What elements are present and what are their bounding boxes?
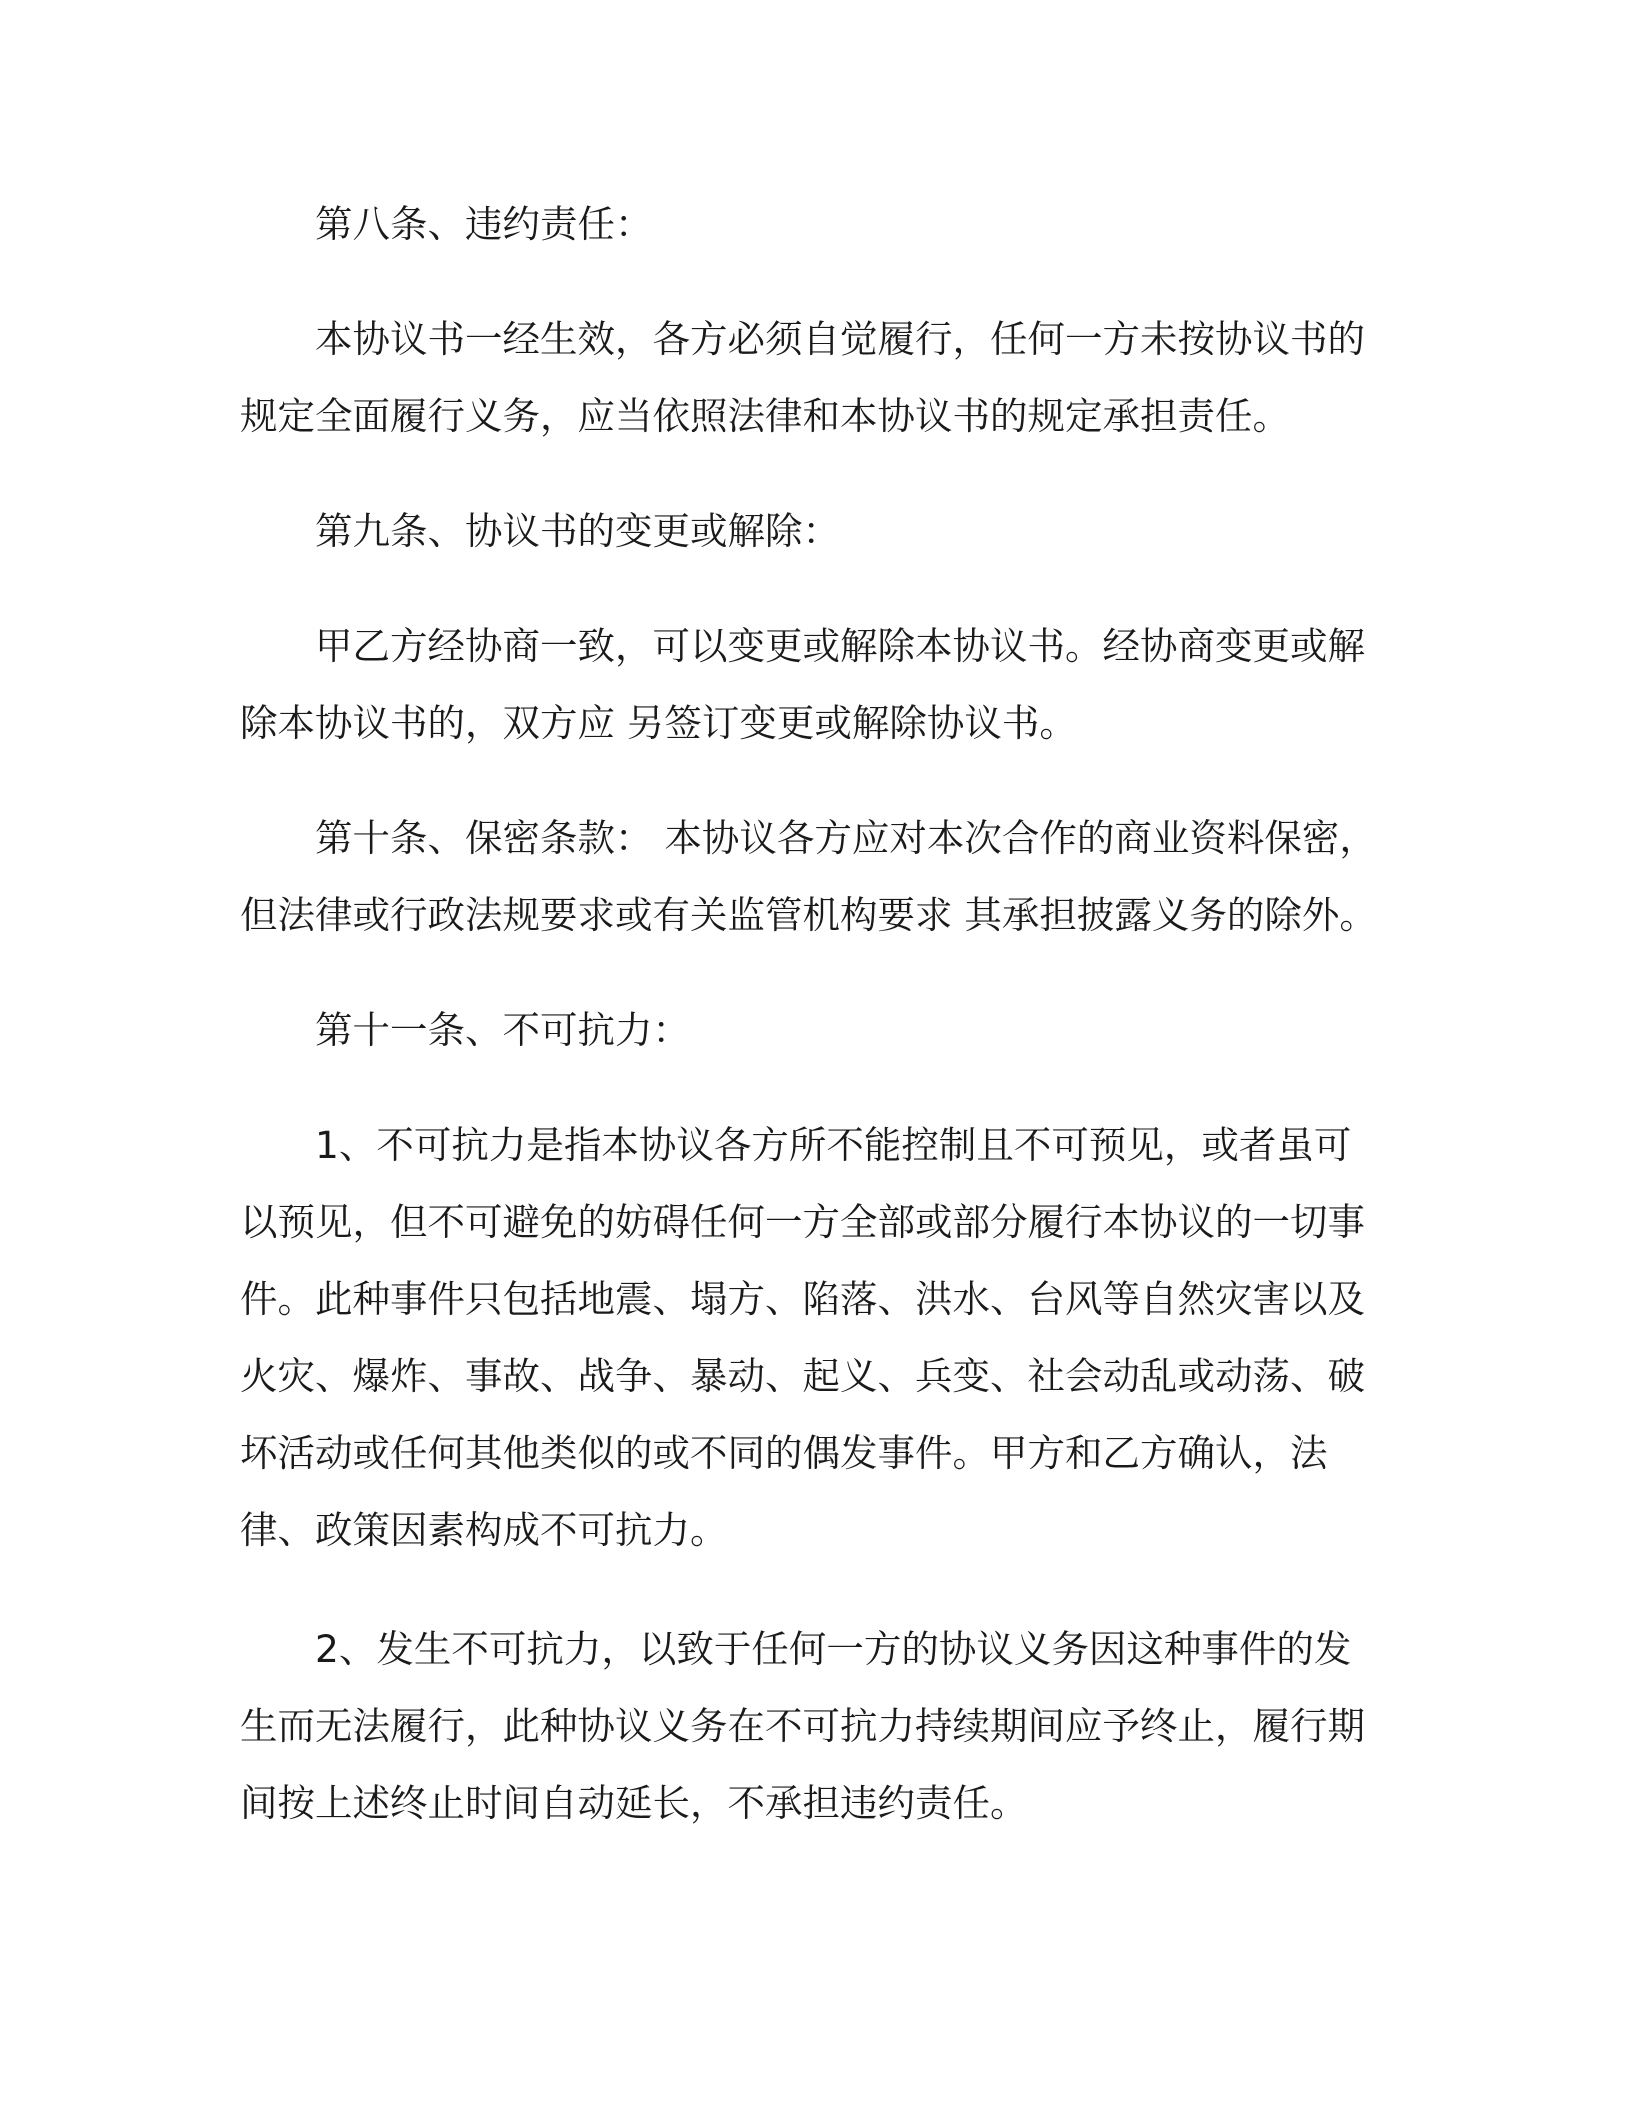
- article-8-heading: 第八条、违约责任：: [315, 202, 653, 246]
- article-9-body: 甲乙方经协商一致，可以变更或解除本协议书。经协商变更或解除本协议书的，双方应 另签订变更或解除协议书。: [240, 624, 1365, 745]
- article-9-heading: 第九条、协议书的变更或解除：: [315, 509, 840, 553]
- article-11-clause-1: 1、不可抗力是指本协议各方所不能控制且不可预见，或者虽可以预见，但不可避免的妨碍任何一方全部或部分履行本协议的一切事件。此种事件只包括地震、塌方、陷落、洪水、台风等自然灾害以及火灾、爆炸、事故、战争、暴动、起义、兵变、社会动乱或动荡、破坏活动或任何其他类似的或不同的偶发事件。甲方和乙方确认，法律、政策因素构成不可抗力。: [240, 1123, 1365, 1552]
- article-8-body: 本协议书一经生效，各方必须自觉履行，任何一方未按协议书的规定全面履行义务，应当依照法律和本协议书的规定承担责任。: [240, 317, 1365, 438]
- article-10-confidentiality: 第十条、保密条款： 本协议各方应对本次合作的商业资料保密，但法律或行政法规要求或有关监管机构要求 其承担披露义务的除外。: [240, 816, 1377, 937]
- article-11-heading: 第十一条、不可抗力：: [315, 1008, 690, 1052]
- document-body: [240, 186, 1385, 1842]
- article-11-clause-2: 2、发生不可抗力，以致于任何一方的协议义务因这种事件的发生而无法履行，此种协议义务在不可抗力持续期间应予终止，履行期间按上述终止时间自动延长，不承担违约责任。: [240, 1627, 1365, 1825]
